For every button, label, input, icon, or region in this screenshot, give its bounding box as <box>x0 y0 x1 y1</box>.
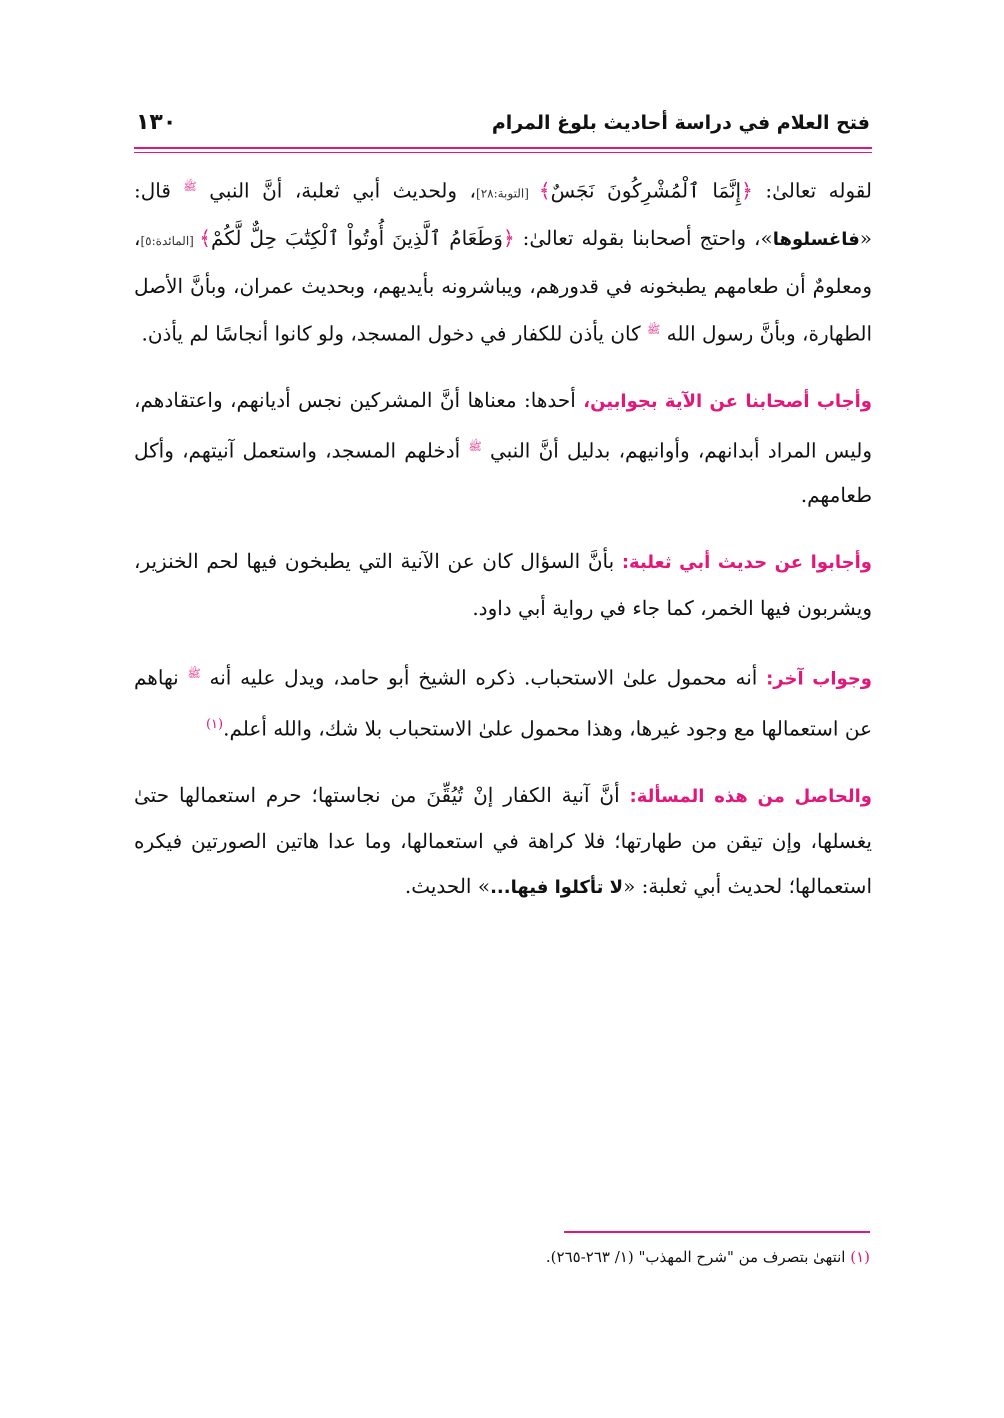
text-run: ، ولحديث أبي ثعلبة، أنَّ النبي <box>196 178 476 203</box>
text-run: كان يأذن للكفار في دخول المسجد، ولو كانوا أنجاسًا لم يأذن. <box>141 321 648 346</box>
text-run: ، ومعلومٌ أن طعامهم يطبخونه في قدورهم، ويباشرونه بأيديهم، وبحديث عمران، وبأنَّ الأصل الطهارة، وبأنَّ رسول الله <box>134 226 872 346</box>
text-run: أدخلهم المسجد، واستعمل آنيتهم، وأكل طعامهم. <box>134 438 872 507</box>
quran-close-bracket: ﴾ <box>199 226 212 251</box>
text-run: »، واحتج أصحابنا بقوله تعالىٰ: <box>514 226 773 251</box>
page <box>134 100 872 932</box>
verse-reference: [المائدة:٥] <box>140 234 200 249</box>
text-run: » الحديث. <box>404 873 491 898</box>
footnote-rule <box>564 1231 870 1233</box>
footnote-text: انتهىٰ بتصرف من "شرح المهذب" (١/ ٢٦٣-٢٦٥). <box>545 1248 851 1266</box>
verse-reference: [التوبة:٢٨] <box>476 186 539 201</box>
text-run: بأنَّ السؤال كان عن الآنية التي يطبخون فيها لحم الخنزير، ويشربون فيها الخمر، كما جاء في رواية أبي داود. <box>134 549 872 620</box>
salawat-glyph: ﷺ <box>187 667 201 681</box>
quran-verse: إِنَّمَا ٱلْمُشْرِكُونَ نَجَسٌ <box>550 178 742 203</box>
paragraph-2 <box>134 378 872 517</box>
text-run: لقوله تعالىٰ: <box>752 178 872 203</box>
body-text <box>134 165 872 910</box>
paragraph-1 <box>134 165 872 356</box>
paragraph-5 <box>134 773 872 911</box>
salawat-glyph: ﷺ <box>647 323 661 337</box>
quran-open-bracket: ﴿ <box>741 178 753 203</box>
text-run: نهاهم عن استعمالها مع وجود غيرها، وهذا محمول علىٰ الاستحباب بلا شك، والله أعلم. <box>134 666 872 741</box>
page-number: ١٣٠ <box>136 110 177 135</box>
salawat-glyph: ﷺ <box>183 180 197 193</box>
running-header <box>134 100 872 147</box>
footnote <box>132 1248 870 1266</box>
footnote-marker[interactable]: (١) <box>205 716 224 732</box>
section-lead: وجواب آخر: <box>766 669 872 691</box>
book-title: فتح العلام في دراسة أحاديث بلوغ المرام <box>491 112 870 134</box>
quran-close-bracket: ﴾ <box>538 178 551 203</box>
section-lead: وأجابوا عن حديث أبي ثعلبة: <box>621 552 872 574</box>
hadith-quote: فاغسلوها <box>772 229 860 251</box>
footnote-number: (١) <box>850 1248 870 1266</box>
section-lead: والحاصل من هذه المسألة: <box>629 785 872 807</box>
paragraph-4 <box>134 652 872 750</box>
quran-open-bracket: ﴿ <box>502 226 515 251</box>
hadith-quote: لا تأكلوا فيها... <box>490 876 624 898</box>
quran-verse: وَطَعَامُ ٱلَّذِينَ أُوتُواْ ٱلْكِتَٰبَ حِلٌّ لَّكُمْ <box>211 226 503 251</box>
header-rule-thin <box>134 152 872 153</box>
text-run: أنه محمول علىٰ الاستحباب. ذكره الشيخ أبو حامد، ويدل عليه أنه <box>200 666 767 691</box>
header-rule <box>134 147 872 149</box>
text-run: أحدها: معناها أنَّ المشركين نجس أديانهم، واعتقادهم، وليس المراد أبدانهم، وأوانيهم، بدليل أنَّ النبي <box>134 388 873 463</box>
text-run: أنَّ آنية الكفار إنْ تُيُقِّنَ من نجاستها؛ حرم استعمالها حتىٰ يغسلها، وإن تيقن من طهارتها؛ فلا كراهة في استعمالها، وما عدا هاتين الصورتين فيكره استعمالها؛ لحديث أبي ثعلبة: « <box>134 782 872 898</box>
section-lead: وأجاب أصحابنا عن الآية بجوابين، <box>583 391 872 413</box>
paragraph-3 <box>134 539 872 630</box>
salawat-glyph: ﷺ <box>468 439 482 453</box>
text-run: قال: « <box>134 178 872 251</box>
